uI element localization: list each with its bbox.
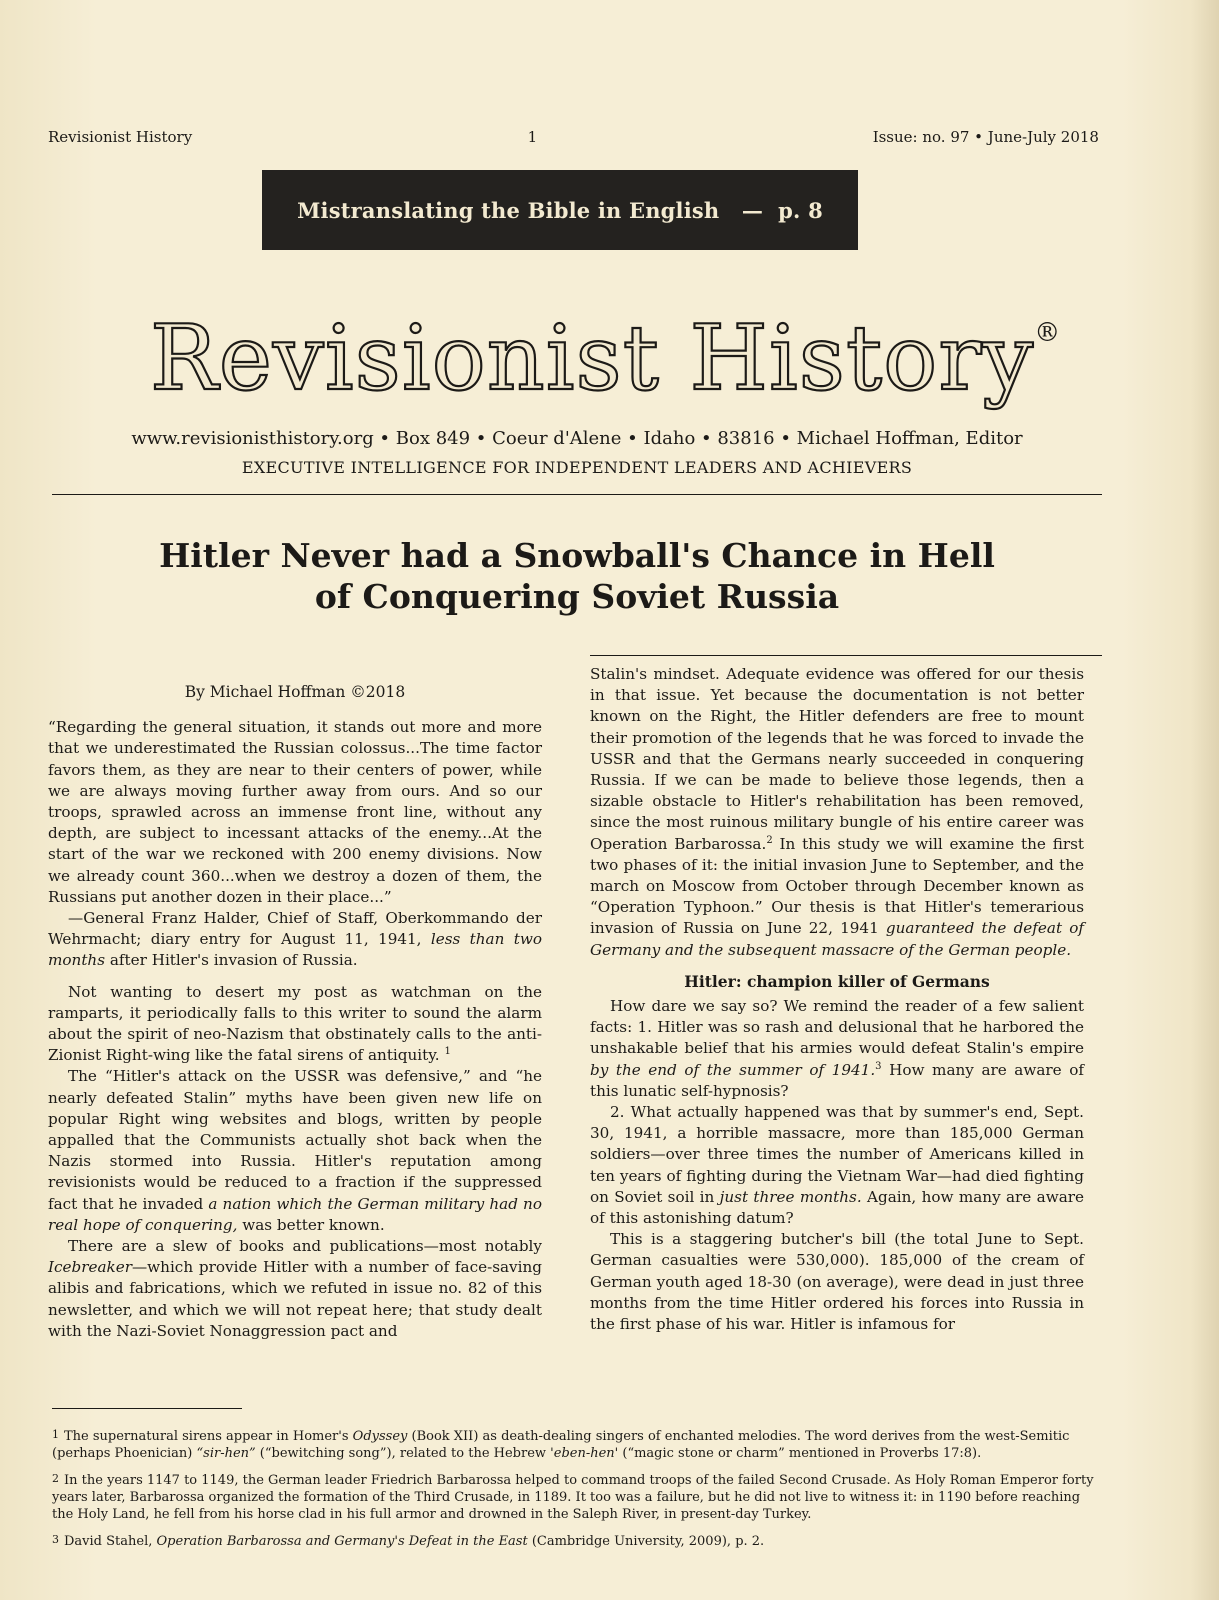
column-right	[590, 664, 1084, 1335]
opening-quote: “Regarding the general situation, it stands out more and more that we underestimated the Russian colossus...The time factor favors them, as they are near to their centers of power, while we are always moving further away from ours. And so our troops, sprawled across an immense front line, without any depth, are subject to incessant attacks of the enemy...At the start of the war we reckoned with 200 enemy divisions. Now we already count 360...when we destroy a dozen of them, the Russians put another dozen in their place...”	[48, 718, 542, 906]
quote-attribution: —General Franz Halder, Chief of Staff, Oberkommando der Wehrmacht; diary entry for August 11, 1941, less than two months after Hitler's invasion of Russia.	[48, 909, 542, 970]
footnote-ref-3: 3	[875, 1060, 882, 1072]
masthead-title: Revisionist History	[150, 306, 1035, 411]
footnote-ref-1: 1	[444, 1046, 451, 1058]
tagline: EXECUTIVE INTELLIGENCE FOR INDEPENDENT LEADERS AND ACHIEVERS	[241, 458, 913, 477]
headline-rule	[590, 655, 1102, 656]
footnote-rule	[52, 1408, 242, 1409]
headline-line-1: Hitler Never had a Snowball's Chance in Hell	[159, 536, 995, 575]
footnote-2: 2 In the years 1147 to 1149, the German leader Friedrich Barbarossa helped to command troops of the failed Second Crusade. As Holy Roman Emperor forty years later, Barbarossa organized the formation of the Third Crusade, in 1189. It too was a failure, but he did not live to witness it: in 1190 before reaching the Holy Land, he fell from his horse clad in his full armor and drowned in the Saleph River, in present-day Turkey.	[52, 1472, 1094, 1522]
paragraph-4: Stalin's mindset. Adequate evidence was offered for our thesis in that issue. Yet because the documentation is not better known on the Right, the Hitler defenders are free to mount their promotion of the legends that he was forced to invade the USSR and that the Germans nearly succeeded in conquering Russia. If we can be made to believe those legends, then a sizable obstacle to Hitler's rehabilitation has been removed, since the most ruinous military bungle of his entire career was Operation Barbarossa.$^2$ In this study we will examine the first two phases of it: the initial invasion June to September, and the march on Moscow from October through December known as “Operation Typhoon.” Our thesis is that Hitler's temerarious invasion of Russia on June 22, 1941 guaranteed the defeat of Germany and the subsequent massacre of the German people.	[590, 665, 1084, 959]
paragraph-2: The “Hitler's attack on the USSR was defensive,” and “he nearly defeated Stalin” myths have been given new life on popular Right wing websites and blogs, written by people appalled that the Communists actually shot back when the Nazis stormed into Russia. Hitler's reputation among revisionists would be reduced to a fraction if the suppressed fact that he invaded a nation which the German military had no real hope of conquering, was better known.	[48, 1067, 542, 1234]
masthead	[150, 306, 1062, 411]
contact-line: www.revisionisthistory.org • Box 849 • Coeur d'Alene • Idaho • 83816 • Michael Hoffman, Editor	[131, 428, 1023, 449]
paragraph-3: There are a slew of books and publications—most notably Icebreaker—which provide Hitler with a number of face-saving alibis and fabrications, which we refuted in issue no. 82 of this newsletter, and which we will not repeat here; that study dealt with the Nazi-Soviet Nonaggression pact and	[48, 1237, 542, 1340]
paragraph-5: How dare we say so? We remind the reader of a few salient facts: 1. Hitler was so rash and delusional that he harbored the unshakable belief that his armies would defeat Stalin's empire by the end of the summer of 1941.$^3$ How many are aware of this lunatic self-hypnosis?	[590, 997, 1084, 1100]
section-subhead: Hitler: champion killer of Germans	[684, 971, 990, 991]
headline-line-2: of Conquering Soviet Russia	[314, 577, 840, 617]
header-rule	[52, 494, 1102, 495]
running-head-title: Revisionist History	[48, 128, 193, 146]
paragraph-1: Not wanting to desert my post as watchman on the ramparts, it periodically falls to this writer to sound the alarm about the spirit of neo-Nazism that obstinately calls to the anti-Zionist Right-wing like the fatal sirens of antiquity. $^1$	[48, 982, 542, 1065]
banner-text: Mistranslating the Bible in English — p. 8	[297, 197, 823, 223]
page-number: 1	[527, 128, 538, 146]
footnote-1: 1 The supernatural sirens appear in Homer's Odyssey (Book XII) as death-dealing singers of enchanted melodies. The word derives from the west-Semitic (perhaps Phoenician) “sir-hen” (“bewitching song”), related to the Hebrew 'eben-hen' (“magic stone or charm” mentioned in Proverbs 17:8).	[52, 1428, 1070, 1461]
footnote-3: 3 David Stahel, Operation Barbarossa and Germany's Defeat in the East (Cambridge University, 2009), p. 2.	[52, 1533, 765, 1549]
article-headline	[52, 535, 1102, 618]
paragraph-6: 2. What actually happened was that by summer's end, Sept. 30, 1941, a horrible massacre, more than 185,000 German soldiers—over three times the number of Americans killed in ten years of fighting during the Vietnam War—had died fighting on Soviet soil in just three months. Again, how many are aware of this astonishing datum?	[590, 1103, 1084, 1228]
feature-banner	[262, 170, 858, 250]
page-edge-shadow	[1191, 0, 1219, 1600]
footnotes	[52, 1426, 1102, 1558]
issue-info: Issue: no. 97 • June-July 2018	[872, 128, 1099, 146]
footnote-ref-2: 2	[766, 834, 773, 846]
registered-mark: ®	[1034, 318, 1062, 348]
column-left	[48, 682, 542, 1342]
paragraph-7: This is a staggering butcher's bill (the total June to Sept. German casualties were 530,000). 185,000 of the cream of German youth aged 18-30 (on average), were dead in just three months from the time Hitler ordered his forces into Russia in the first phase of his war. Hitler is infamous for	[590, 1230, 1084, 1334]
running-head	[48, 128, 1099, 146]
byline: By Michael Hoffman ©2018	[184, 683, 406, 701]
